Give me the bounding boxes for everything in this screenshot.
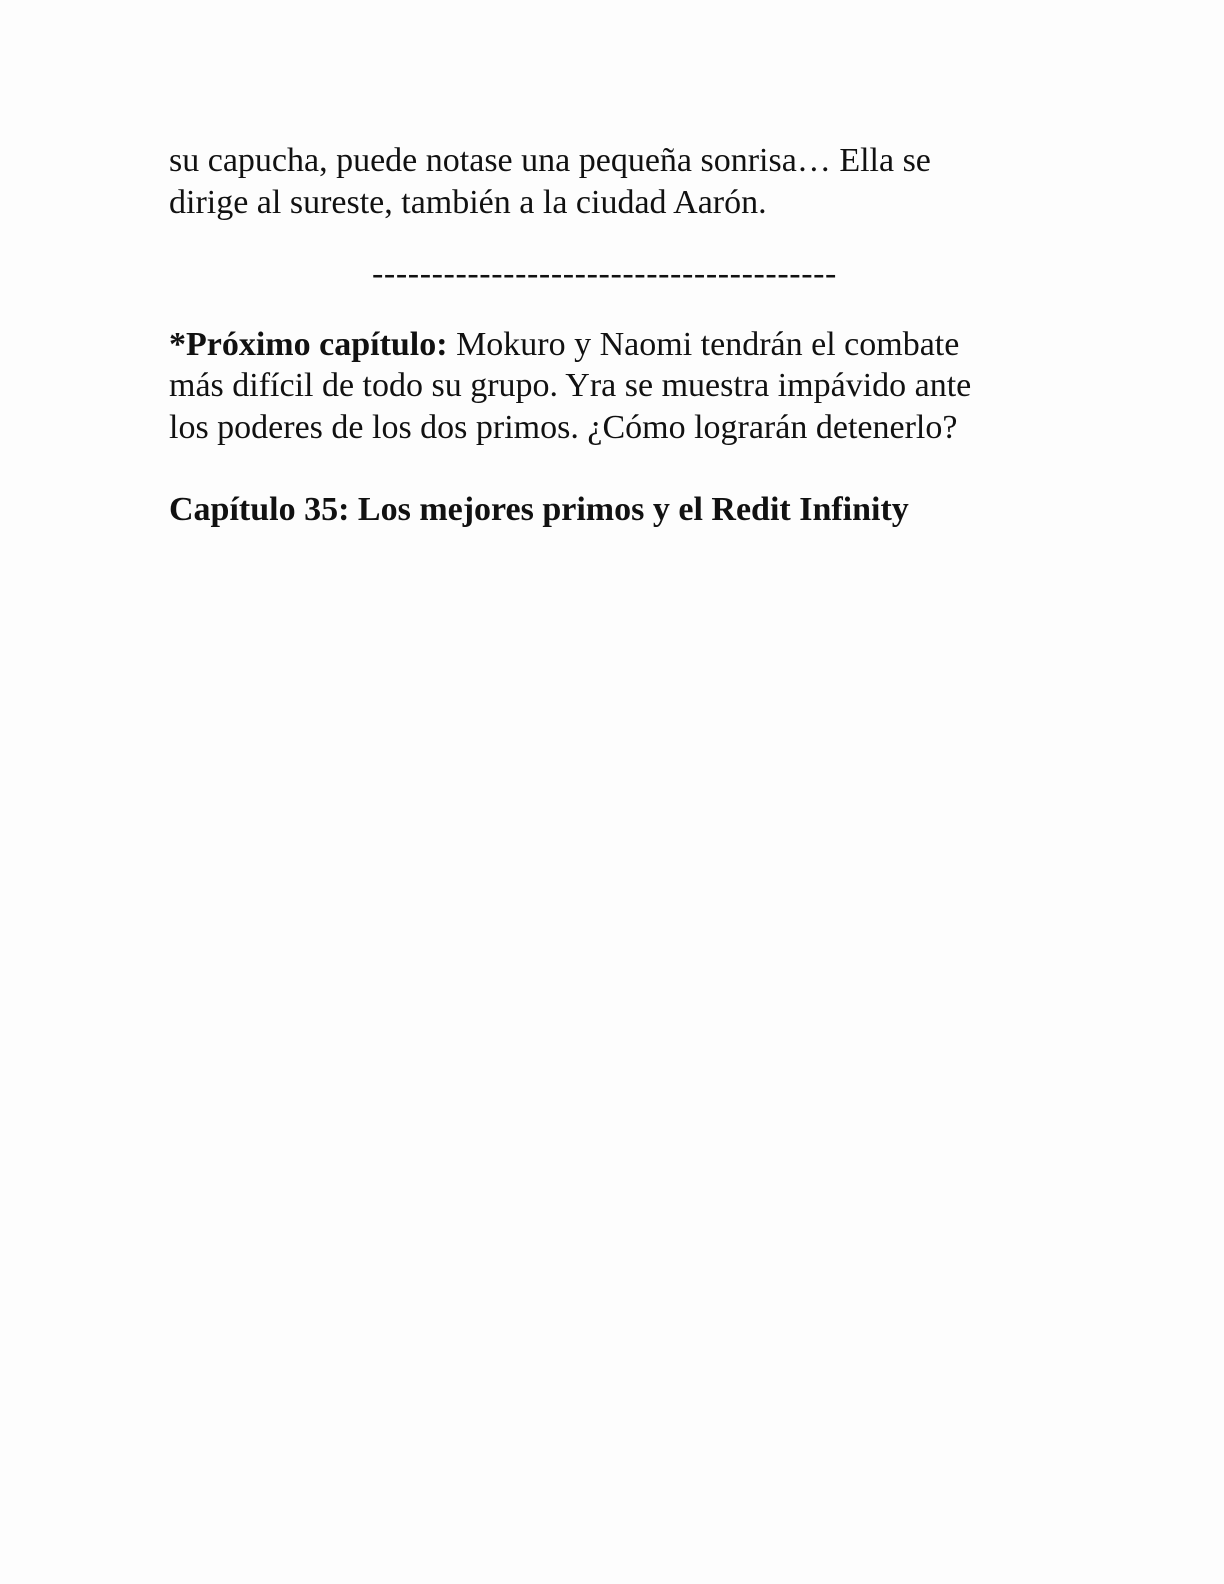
chapter-heading: Capítulo 35: Los mejores primos y el Redit Infinity bbox=[169, 491, 909, 528]
section-separator: --------------------------------------- bbox=[372, 255, 837, 292]
next-chapter-line bbox=[169, 324, 959, 366]
next-chapter-label: *Próximo capítulo: bbox=[169, 326, 448, 363]
next-chapter-line: más difícil de todo su grupo. Yra se muestra impávido ante bbox=[169, 367, 972, 404]
body-text-line: dirige al sureste, también a la ciudad Aarón. bbox=[169, 184, 767, 221]
body-text-line: su capucha, puede notase una pequeña sonrisa… Ella se bbox=[169, 142, 931, 179]
next-chapter-text: Mokuro y Naomi tendrán el combate bbox=[447, 326, 960, 363]
next-chapter-line: los poderes de los dos primos. ¿Cómo lograrán detenerlo? bbox=[169, 409, 958, 446]
